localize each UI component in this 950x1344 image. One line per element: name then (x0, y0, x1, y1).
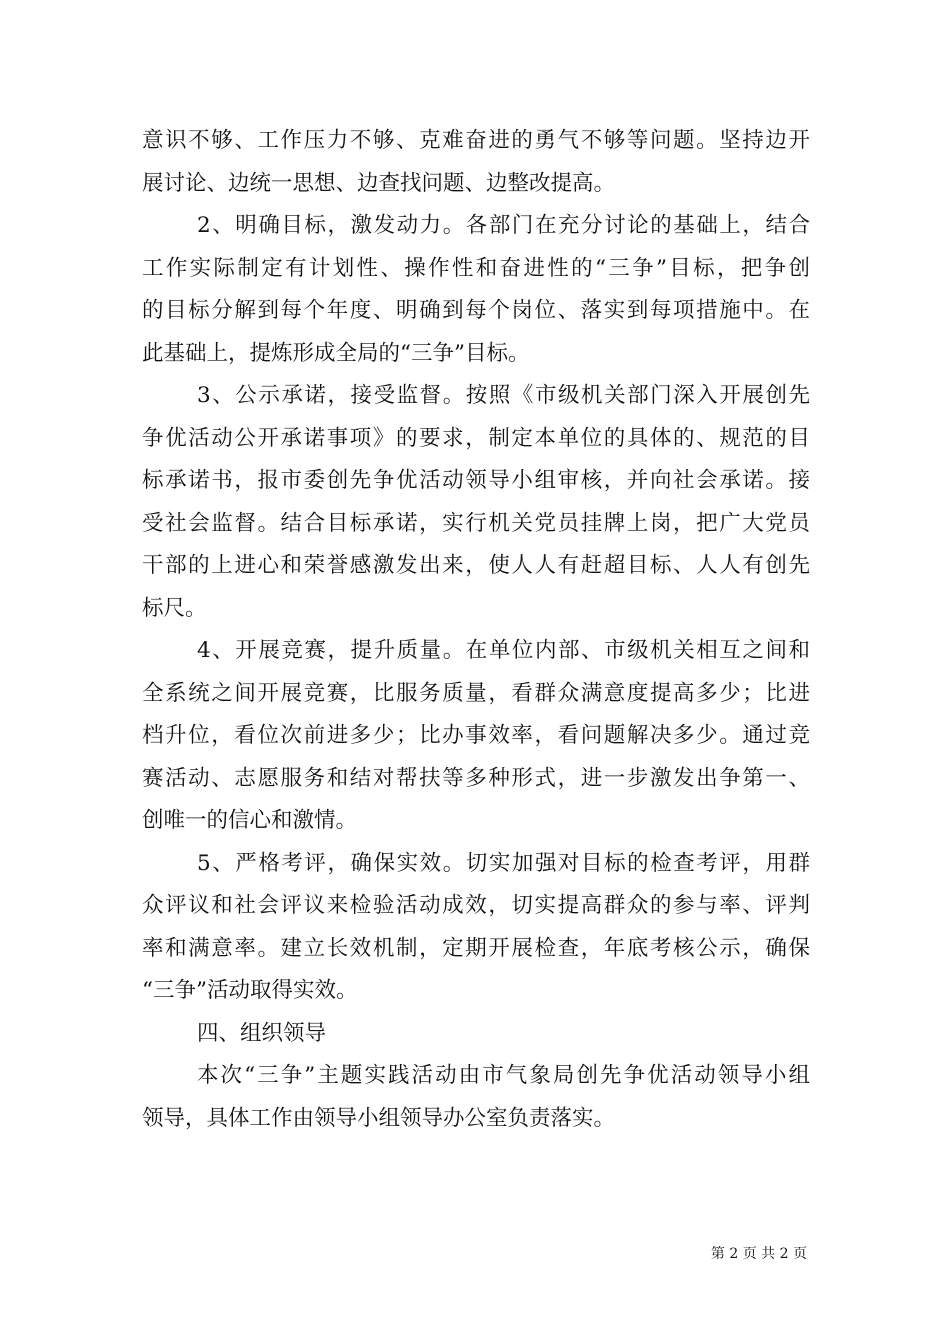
text-line: 本次“三争”主题实践活动由市气象局创先争优活动领导小组 (197, 1063, 810, 1088)
page-footer: 第 2 页 共 2 页 (710, 1246, 807, 1262)
text-line: 全系统之间开展竞赛，比服务质量，看群众满意度提高多少；比进 (142, 680, 810, 706)
text-line: 此基础上，提炼形成全局的“三争”目标。 (142, 340, 530, 366)
document-body (142, 120, 810, 1140)
text-line: 创唯一的信心和激情。 (142, 808, 358, 833)
text-line: 赛活动、志愿服务和结对帮扶等多种形式，进一步激发出争第一、 (142, 765, 810, 791)
text-line: 众评议和社会评议来检验活动成效，切实提高群众的参与率、评判 (142, 893, 810, 918)
text-line: 标承诺书，报市委创先争优活动领导小组审核，并向社会承诺。接 (142, 468, 810, 493)
text-line: 展讨论、边统一思想、边查找问题、边整改提高。 (142, 170, 616, 196)
text-line: 档升位，看位次前进多少；比办事效率，看问题解决多少。通过竞 (142, 723, 810, 748)
text-line: “三争”活动取得实效。 (142, 978, 358, 1003)
text-line: 的目标分解到每个年度、明确到每个岗位、落实到每项措施中。在 (142, 298, 810, 323)
text-line: 标尺。 (142, 595, 207, 621)
text-line: 2、明确目标，激发动力。各部门在充分讨论的基础上，结合 (197, 213, 810, 238)
text-line: 干部的上进心和荣誉感激发出来，使人人有赶超目标、人人有创先 (142, 553, 810, 578)
text-line: 意识不够、工作压力不够、克难奋进的勇气不够等问题。坚持边开 (142, 128, 810, 153)
text-line: 四、组织领导 (197, 1020, 327, 1046)
text-line: 争优活动公开承诺事项》的要求，制定本单位的具体的、规范的目 (142, 425, 810, 451)
text-line: 4、开展竞赛，提升质量。在单位内部、市级机关相互之间和 (197, 638, 810, 663)
text-line: 3、公示承诺，接受监督。按照《市级机关部门深入开展创先 (197, 383, 810, 408)
text-line: 领导，具体工作由领导小组领导办公室负责落实。 (142, 1105, 616, 1131)
text-line: 工作实际制定有计划性、操作性和奋进性的“三争”目标，把争创 (142, 255, 810, 281)
text-line: 5、严格考评，确保实效。切实加强对目标的检查考评，用群 (197, 850, 810, 876)
text-line: 率和满意率。建立长效机制，定期开展检查，年底考核公示，确保 (142, 935, 810, 961)
text-line: 受社会监督。结合目标承诺，实行机关党员挂牌上岗，把广大党员 (142, 510, 810, 536)
